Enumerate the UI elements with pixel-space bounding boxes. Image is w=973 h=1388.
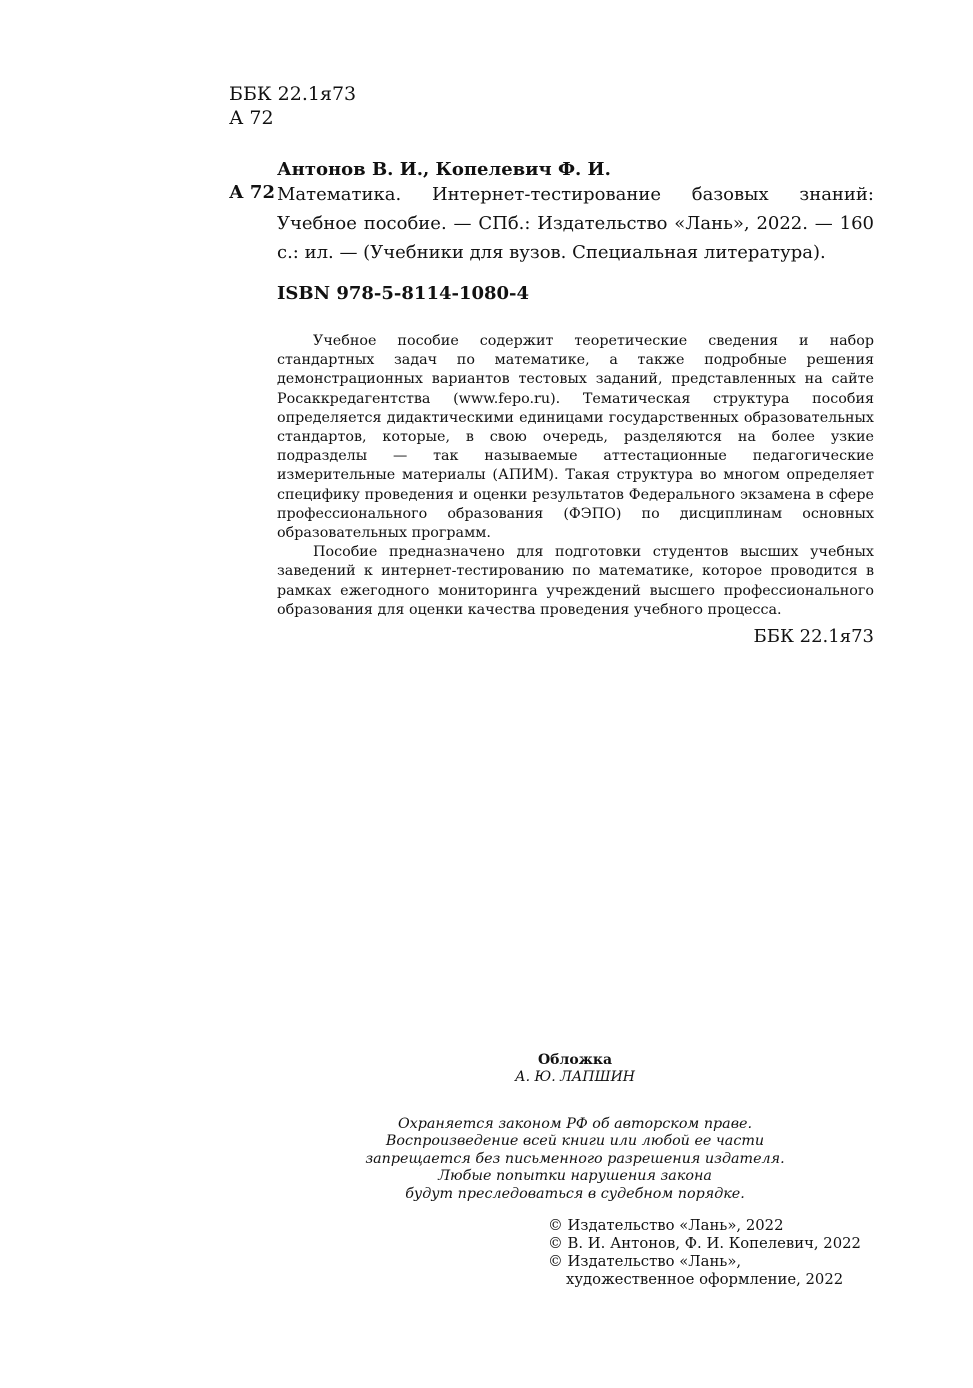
authors-heading: Антонов В. И., Копелевич Ф. И. [277, 159, 611, 180]
copyright-law-notice [0, 1116, 973, 1203]
copyright-publisher: © Издательство «Лань», 2022 [548, 1217, 784, 1234]
bbk-code: ББК 22.1я73 [229, 83, 357, 105]
copyright-law-line: будут преследоваться в судебном порядке. [405, 1185, 745, 1202]
isbn: ISBN 978-5-8114-1080-4 [277, 283, 530, 304]
abstract-paragraph-1: Учебное пособие содержит теоретические сведения и набор стандартных задач по математике, а также подробные решения демонстрационных вариантов тестовых заданий, представленных на сайте Росаккредагентства (www.fepo.ru). Тематическая структура пособия определяется дидактическими единицами государственных образовательных стандартов, которые, в свою очередь, разделяются на более узкие подразделы — так называемые аттестационные педагогические измерительные материалы (АПИМ). Такая структура во многом определяет специфику проведения и оценки результатов Федерального экзамена в сфере профессионального образования (ФЭПО) по дисциплинам основных образовательных программ. [277, 333, 874, 542]
record-author-sign: А 72 [229, 182, 275, 203]
bbk-bottom: ББК 22.1я73 [753, 626, 874, 647]
copyright-design: © Издательство «Лань», [548, 1253, 742, 1270]
cover-title: Обложка [537, 1052, 613, 1068]
bibliographic-description: Математика. Интернет-тестирование базовых знаний: Учебное пособие. — СПб.: Издательство «Лань», 2022. — 160 с.: ил. — (Учебники для вузов. Специальная литература). [277, 184, 874, 263]
abstract-paragraph-2: Пособие предназначено для подготовки студентов высших учебных заведений к интернет-тестированию по математике, которое проводится в рамках ежегодного мониторинга учреждений высшего профессионального образования для оценки качества проведения учебного процесса. [277, 544, 874, 618]
copyright-design-detail: художественное оформление, 2022 [566, 1271, 844, 1288]
copyright-law-line: Охраняется законом РФ об авторском праве. [397, 1116, 753, 1132]
cover-credit [0, 1052, 973, 1086]
copyright-law-line: Воспроизведение всей книги или любой ее части [385, 1133, 765, 1150]
bbk-classification [229, 82, 356, 130]
copyright-authors: © В. И. Антонов, Ф. И. Копелевич, 2022 [548, 1235, 861, 1252]
copyright-law-line: запрещается без письменного разрешения издателя. [365, 1150, 785, 1167]
abstract [277, 332, 874, 620]
author-sign-code: А 72 [229, 107, 274, 129]
copyright-holders [548, 1217, 861, 1289]
cover-designer: А. Ю. ЛАПШИН [515, 1069, 635, 1085]
copyright-law-line: Любые попытки нарушения закона [438, 1168, 712, 1185]
